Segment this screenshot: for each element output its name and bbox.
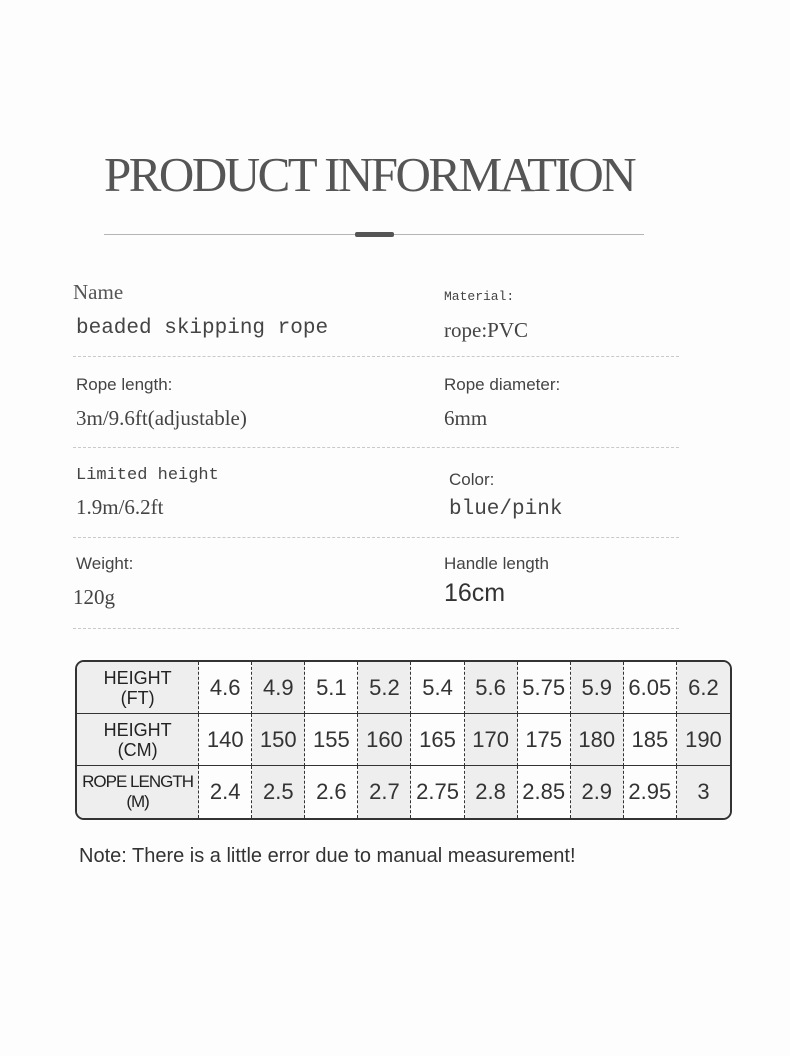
table-cell: 6.05 bbox=[624, 662, 677, 714]
rope-diameter-value: 6mm bbox=[444, 406, 488, 430]
size-row-rope-length bbox=[77, 766, 730, 818]
material-label: Material: bbox=[444, 289, 515, 304]
page-title: PRODUCT INFORMATION bbox=[104, 147, 635, 202]
table-cell: 4.9 bbox=[252, 662, 305, 714]
table-cell: 180 bbox=[571, 714, 624, 766]
table-cell: 2.6 bbox=[305, 766, 358, 818]
limited-height-label: Limited height bbox=[76, 466, 219, 485]
table-cell: 4.6 bbox=[199, 662, 252, 714]
table-cell: 175 bbox=[518, 714, 571, 766]
info-row bbox=[73, 448, 679, 538]
table-cell: 2.7 bbox=[358, 766, 411, 818]
table-cell: 140 bbox=[199, 714, 252, 766]
measurement-note: Note: There is a little error due to manual measurement! bbox=[79, 845, 576, 867]
table-cell: 2.95 bbox=[624, 766, 677, 818]
weight-label: Weight: bbox=[76, 554, 134, 573]
info-row bbox=[73, 270, 679, 357]
title-accent-bar bbox=[355, 232, 394, 237]
table-cell: 165 bbox=[411, 714, 464, 766]
row-header-line: HEIGHT bbox=[103, 667, 172, 688]
name-label: Name bbox=[73, 280, 124, 304]
handle-length-label: Handle length bbox=[444, 554, 549, 573]
row-header bbox=[77, 662, 199, 714]
rope-length-label: Rope length: bbox=[76, 375, 173, 394]
table-cell: 150 bbox=[252, 714, 305, 766]
size-chart-table bbox=[75, 660, 732, 820]
name-value: beaded skipping rope bbox=[76, 317, 329, 340]
row-header-line: HEIGHT bbox=[103, 719, 172, 740]
table-cell: 2.5 bbox=[252, 766, 305, 818]
row-header bbox=[77, 766, 199, 818]
table-cell: 5.1 bbox=[305, 662, 358, 714]
table-cell: 3 bbox=[677, 766, 730, 818]
table-cell: 160 bbox=[358, 714, 411, 766]
table-cell: 190 bbox=[677, 714, 730, 766]
table-cell: 2.8 bbox=[465, 766, 518, 818]
table-cell: 6.2 bbox=[677, 662, 730, 714]
rope-length-value: 3m/9.6ft(adjustable) bbox=[76, 406, 247, 430]
row-header-unit: (CM) bbox=[117, 739, 158, 760]
handle-length-value: 16cm bbox=[444, 579, 506, 607]
row-header-unit: (FT) bbox=[120, 687, 155, 708]
table-cell: 170 bbox=[465, 714, 518, 766]
table-cell: 2.4 bbox=[199, 766, 252, 818]
table-cell: 185 bbox=[624, 714, 677, 766]
product-info bbox=[73, 270, 679, 629]
table-cell: 2.9 bbox=[571, 766, 624, 818]
table-cell: 155 bbox=[305, 714, 358, 766]
rope-diameter-label: Rope diameter: bbox=[444, 375, 561, 394]
info-row bbox=[73, 538, 679, 629]
table-cell: 2.85 bbox=[518, 766, 571, 818]
row-header bbox=[77, 714, 199, 766]
size-row-height-ft bbox=[77, 662, 730, 714]
table-cell: 5.9 bbox=[571, 662, 624, 714]
table-cell: 5.75 bbox=[518, 662, 571, 714]
table-cell: 5.6 bbox=[465, 662, 518, 714]
limited-height-value: 1.9m/6.2ft bbox=[76, 495, 164, 519]
color-label: Color: bbox=[449, 470, 495, 489]
table-cell: 2.75 bbox=[411, 766, 464, 818]
table-cell: 5.4 bbox=[411, 662, 464, 714]
size-row-height-cm bbox=[77, 714, 730, 766]
color-value: blue/pink bbox=[449, 498, 563, 521]
weight-value: 120g bbox=[73, 585, 115, 609]
material-value: rope:PVC bbox=[444, 318, 528, 342]
row-header-line: ROPE LENGTH bbox=[82, 772, 194, 791]
table-cell: 5.2 bbox=[358, 662, 411, 714]
info-row bbox=[73, 357, 679, 448]
row-header-unit: (M) bbox=[126, 792, 149, 811]
